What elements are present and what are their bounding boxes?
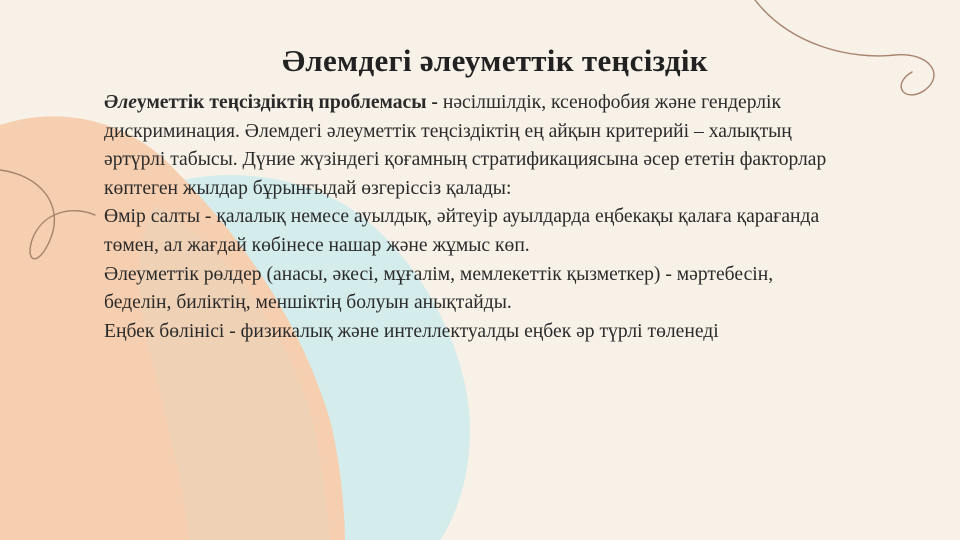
intro-text: нәсілшілдік, ксенофобия және гендерлік дискриминация. Әлемдегі әлеуметтік теңсіздіктің ең айқын критерийі – халықтың әртүрлі табысы. Дүние жүзіндегі қоғамның стратификациясына әсер ететін факторлар көптеген жылдар бұрынғыдай өзгеріссіз қалады: [104,92,827,199]
slide-title: Әлемдегі әлеуметтік теңсіздік [282,42,708,78]
paragraph-labor-division: Еңбек бөлінісі - физикалық және интеллектуалды еңбек әр түрлі төленеді [104,320,719,342]
intro-lead-bold: уметтік теңсіздіктің проблемасы - [136,92,443,113]
slide-body [104,89,844,346]
paragraph-lifestyle: Өмір салты - қалалық немесе ауылдық, әйтеуір ауылдарда еңбекақы қалаға қарағанда төмен, ал жағдай көбінесе нашар және жұмыс көп. [104,206,820,256]
intro-paragraph [104,89,844,203]
intro-lead-italic: Әле [104,92,137,113]
paragraph-social-roles: Әлеуметтік рөлдер (анасы, әкесі, мұғалім, мемлекеттік қызметкер) - мәртебесін, беделін, биліктің, меншіктің болуын анықтайды. [104,263,774,314]
